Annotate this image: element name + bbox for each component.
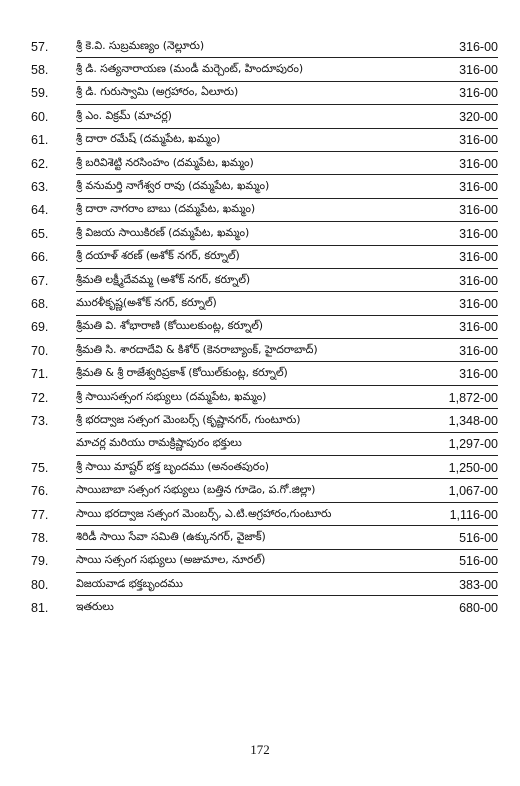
donor-name: శ్రీ సాయిసత్సంగ సభ్యులు (దమ్మపేట, ఖమ్మం) bbox=[76, 389, 267, 403]
entry-number: 59. bbox=[31, 86, 49, 101]
donor-name: శ్రీ కె.వి. సుబ్రమణ్యం (నెల్లూరు) bbox=[76, 38, 205, 52]
list-item bbox=[26, 246, 498, 269]
donor-name: శ్రీ భరద్వాజ సత్సంగ మెంబర్స్ (కృష్ణానగర్, గుంటూరు) bbox=[76, 412, 301, 426]
donation-amount: 316-00 bbox=[459, 39, 498, 54]
donation-amount: 316-00 bbox=[459, 63, 498, 78]
donor-name: సాయి భరద్వాజ సత్సంగ మెంబర్స్, ఎ.టి.అగ్రహారం,గుంటూరు bbox=[76, 506, 332, 520]
entry-number: 70. bbox=[31, 343, 49, 358]
entry-number: 65. bbox=[31, 226, 49, 241]
donation-amount: 1,872-00 bbox=[448, 390, 498, 405]
list-item bbox=[26, 82, 498, 105]
donation-amount: 1,067-00 bbox=[448, 484, 498, 499]
donor-name: శ్రీమతి & శ్రీ రాజేశ్వరిప్రకాశ్ (కోయిల్‌కుంట్ల, కర్నూల్) bbox=[76, 366, 288, 380]
entry-number: 80. bbox=[31, 577, 49, 592]
list-item bbox=[26, 269, 498, 292]
donor-name: సాయిబాబా సత్సంగ సభ్యులు (బత్తిన గూడెం, ప.గో.జిల్లా) bbox=[76, 483, 316, 497]
donor-name: శ్రీ దయాళ్ శరణ్ (అశోక్ నగర్, కర్నూల్) bbox=[76, 249, 240, 263]
donation-amount: 316-00 bbox=[459, 273, 498, 288]
list-item bbox=[26, 129, 498, 152]
donor-name: శ్రీ సాయి మాష్టర్ భక్త బృందము (అనంతపురం) bbox=[76, 459, 269, 473]
list-item bbox=[26, 526, 498, 549]
donation-list bbox=[26, 35, 498, 620]
entry-number: 76. bbox=[31, 484, 49, 499]
donation-amount: 1,116-00 bbox=[449, 507, 498, 522]
donor-name: విజయవాడ భక్తబృందము bbox=[76, 576, 183, 590]
list-item bbox=[26, 339, 498, 362]
donation-amount: 516-00 bbox=[459, 530, 498, 545]
list-item bbox=[26, 222, 498, 245]
donation-amount: 1,250-00 bbox=[448, 460, 498, 475]
donation-amount: 316-00 bbox=[459, 203, 498, 218]
list-item bbox=[26, 503, 498, 526]
page-number: 172 bbox=[250, 742, 270, 757]
donation-amount: 316-00 bbox=[459, 343, 498, 358]
entry-number: 75. bbox=[31, 460, 49, 475]
entry-number: 62. bbox=[31, 156, 49, 171]
list-item bbox=[26, 152, 498, 175]
donor-name: శ్రీ బరివిశెట్టి నరసింహం (దమ్మపేట, ఖమ్మం) bbox=[76, 155, 254, 169]
donor-name: శ్రీ డి. గురుస్వామి (అగ్రహారం, ఏలూరు) bbox=[76, 85, 239, 99]
donor-name: శ్రీ డి. సత్యనారాయణ (మండీ మర్చెంట్, హిందూపురం) bbox=[76, 62, 304, 76]
donor-name: మాచర్ల మరియు రామక్రిష్ణాపురం భక్తులు bbox=[76, 436, 242, 450]
list-item bbox=[26, 199, 498, 222]
entry-number: 57. bbox=[31, 39, 49, 54]
list-item bbox=[26, 409, 498, 432]
donation-amount: 516-00 bbox=[459, 554, 498, 569]
donation-amount: 1,297-00 bbox=[448, 437, 498, 452]
entry-number: 69. bbox=[31, 320, 49, 335]
donation-amount: 316-00 bbox=[459, 250, 498, 265]
entry-number: 61. bbox=[31, 133, 49, 148]
donation-amount: 316-00 bbox=[459, 133, 498, 148]
donor-name: శ్రీ విజయ సాయికిరణ్ (దమ్మపేట, ఖమ్మం) bbox=[76, 225, 250, 239]
donation-amount: 316-00 bbox=[459, 296, 498, 311]
donation-amount: 316-00 bbox=[459, 86, 498, 101]
entry-number: 73. bbox=[31, 413, 49, 428]
list-item bbox=[26, 479, 498, 502]
donor-name: సాయి సత్సంగ సభ్యులు (అజుమాల, నూరల్) bbox=[76, 553, 266, 567]
donor-name: శిరిడీ సాయి సేవా సమితి (ఉక్కునగర్, వైజాక్) bbox=[76, 529, 266, 543]
entry-number: 63. bbox=[31, 180, 49, 195]
donor-name: మురళీకృష్ణ(అశోక్ నగర్, కర్నూల్) bbox=[76, 295, 217, 309]
list-item bbox=[26, 362, 498, 385]
donation-amount: 316-00 bbox=[459, 180, 498, 195]
list-item bbox=[26, 433, 498, 456]
donation-amount: 383-00 bbox=[459, 577, 498, 592]
donation-amount: 320-00 bbox=[459, 109, 498, 124]
donor-name: శ్రీమతి లక్ష్మీదేవమ్మ (అశోక్ నగర్, కర్నూల్) bbox=[76, 272, 251, 286]
donor-name: శ్రీ దారా నాగరాం బాబు (దమ్మపేట, ఖమ్మం) bbox=[76, 202, 256, 216]
list-item bbox=[26, 386, 498, 409]
donation-amount: 316-00 bbox=[459, 226, 498, 241]
donor-name: శ్రీ ఎం. విక్రమ్ (మాచర్ల) bbox=[76, 108, 172, 122]
list-item bbox=[26, 35, 498, 58]
donor-name: శ్రీమతి వి. శోభారాణి (కోయిలకుంట్ల, కర్నూల్) bbox=[76, 319, 263, 333]
list-item bbox=[26, 573, 498, 596]
donation-amount: 316-00 bbox=[459, 320, 498, 335]
entry-number: 71. bbox=[31, 367, 49, 382]
entry-number: 66. bbox=[31, 250, 49, 265]
list-item bbox=[26, 292, 498, 315]
list-item bbox=[26, 105, 498, 128]
entry-number: 72. bbox=[31, 390, 49, 405]
entry-number: 81. bbox=[31, 601, 49, 616]
donation-amount: 316-00 bbox=[459, 367, 498, 382]
entry-number: 68. bbox=[31, 296, 49, 311]
entry-number: 79. bbox=[31, 554, 49, 569]
entry-number: 58. bbox=[31, 63, 49, 78]
list-item bbox=[26, 316, 498, 339]
list-item bbox=[26, 58, 498, 81]
donor-name: శ్రీ దారా రమేష్ (దమ్మపేట, ఖమ్మం) bbox=[76, 132, 221, 146]
entry-number: 64. bbox=[31, 203, 49, 218]
donation-amount: 316-00 bbox=[459, 156, 498, 171]
donor-name: శ్రీ వనుమర్తి నాగేశ్వర రావు (దమ్మపేట, ఖమ్మం) bbox=[76, 179, 270, 193]
donor-name: ఇతరులు bbox=[76, 600, 114, 614]
donation-amount: 1,348-00 bbox=[448, 413, 498, 428]
entry-number: 78. bbox=[31, 530, 49, 545]
donation-amount: 680-00 bbox=[459, 601, 498, 616]
list-item bbox=[26, 175, 498, 198]
donor-name: శ్రీమతి సి. శారదాదేవి & కిశోర్ (కెనరాబ్యాంక్, హైదరాబాద్) bbox=[76, 342, 318, 356]
entry-number: 67. bbox=[31, 273, 49, 288]
list-item bbox=[26, 550, 498, 573]
list-item bbox=[26, 456, 498, 479]
entry-number: 77. bbox=[31, 507, 49, 522]
entry-number: 60. bbox=[31, 109, 49, 124]
list-item bbox=[26, 596, 498, 619]
